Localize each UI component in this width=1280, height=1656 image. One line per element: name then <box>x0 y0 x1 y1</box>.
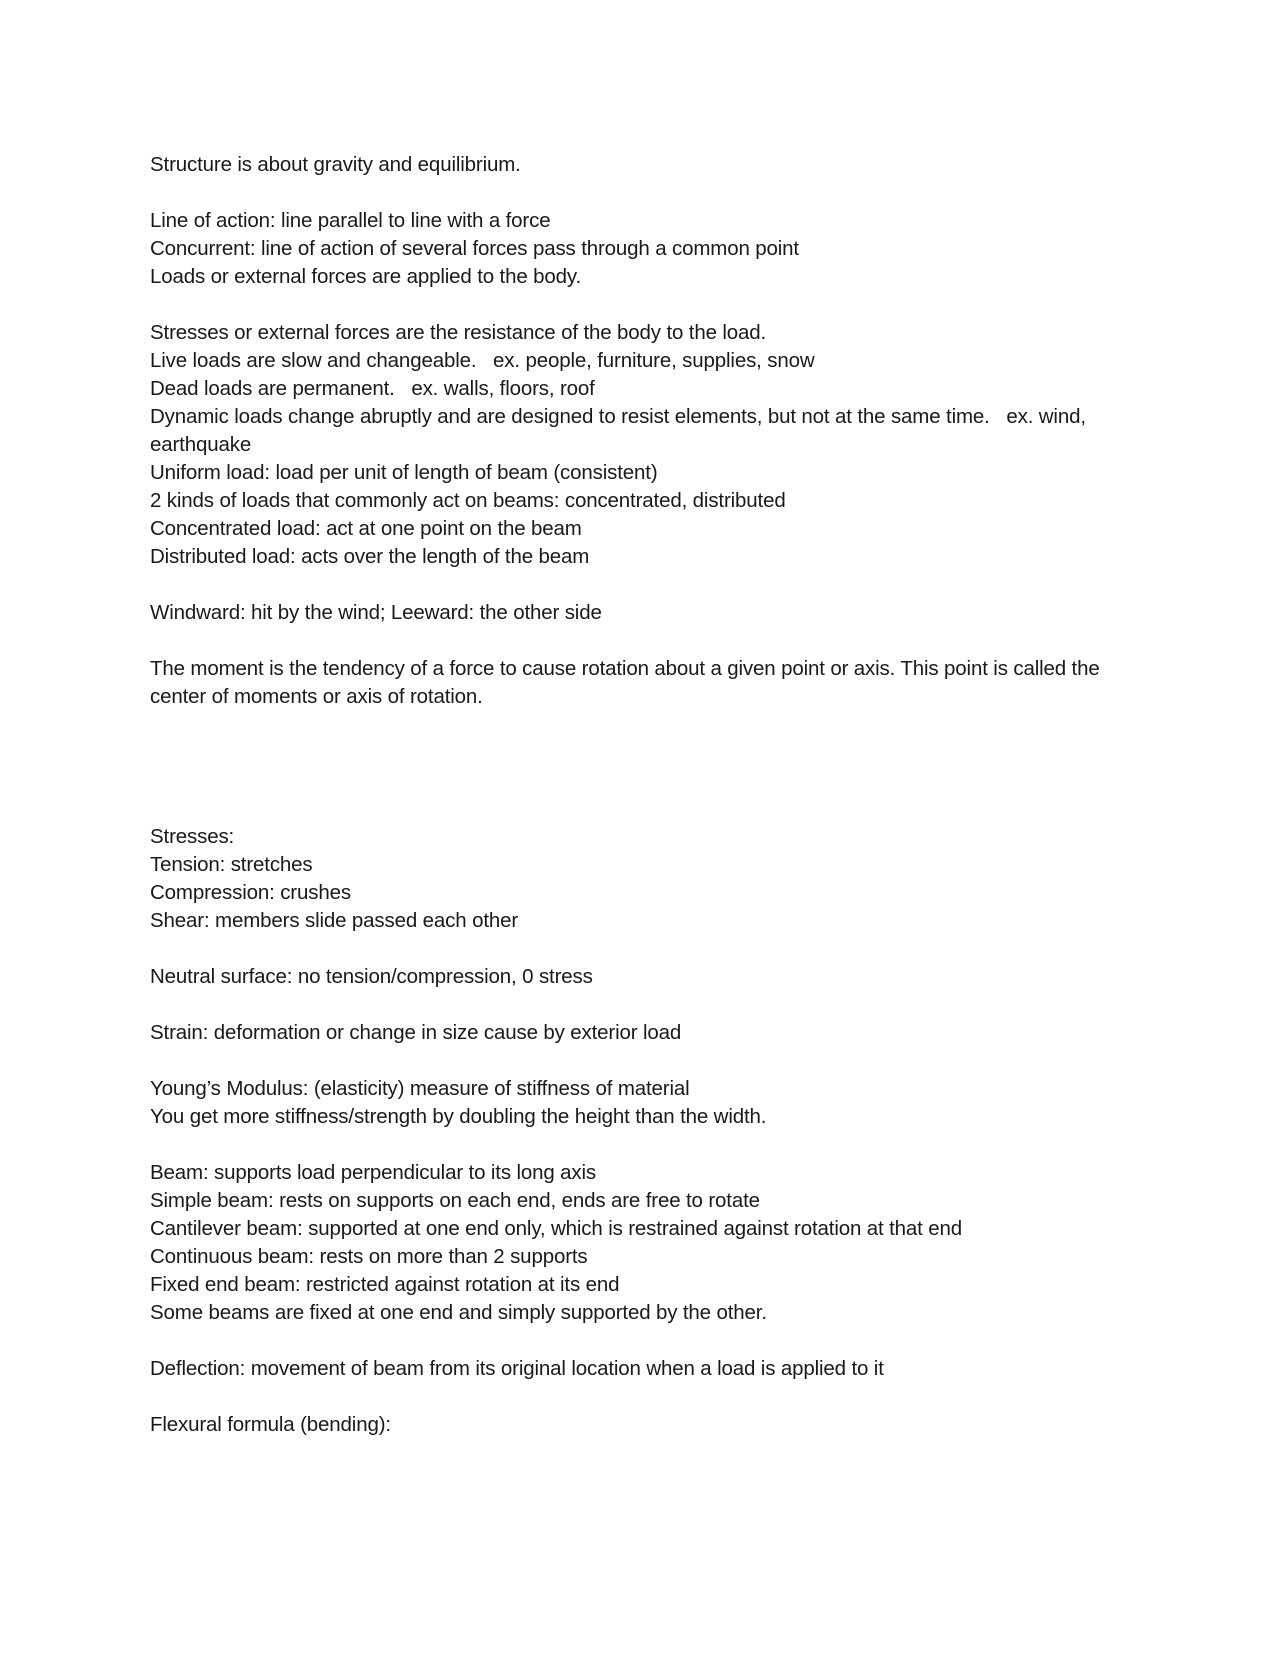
text-line: Windward: hit by the wind; Leeward: the other side <box>150 601 602 624</box>
text-line: Shear: members slide passed each other <box>150 909 519 932</box>
text-line: Concurrent: line of action of several forces pass through a common point <box>150 237 799 260</box>
blank-line <box>150 1131 1110 1159</box>
section-gap <box>150 711 1110 823</box>
text-line: Dead loads are permanent. ex. walls, floors, roof <box>150 377 595 400</box>
blank-line <box>150 991 1110 1019</box>
text-line: Compression: crushes <box>150 881 351 904</box>
text-line: Dynamic loads change abruptly and are designed to resist elements, but not at the same time. ex. wind, earthquake <box>150 405 1092 456</box>
text-line: Deflection: movement of beam from its original location when a load is applied to it <box>150 1357 884 1380</box>
blank-line <box>150 179 1110 207</box>
blank-line <box>150 1383 1110 1411</box>
text-line: Simple beam: rests on supports on each end, ends are free to rotate <box>150 1189 760 1212</box>
blank-line <box>150 627 1110 655</box>
blank-line <box>150 1047 1110 1075</box>
text-line: Line of action: line parallel to line with a force <box>150 209 551 232</box>
text-line: Beam: supports load perpendicular to its long axis <box>150 1161 597 1184</box>
blank-line <box>150 1327 1110 1355</box>
blank-line <box>150 571 1110 599</box>
text-line: Structure is about gravity and equilibrium. <box>150 153 521 176</box>
text-line: Young’s Modulus: (elasticity) measure of stiffness of material <box>150 1077 690 1100</box>
text-line: Continuous beam: rests on more than 2 supports <box>150 1245 588 1268</box>
text-line: Stresses: <box>150 825 235 848</box>
text-line: Tension: stretches <box>150 853 313 876</box>
text-line: Stresses or external forces are the resistance of the body to the load. <box>150 321 767 344</box>
text-line: Neutral surface: no tension/compression, 0 stress <box>150 965 593 988</box>
blank-line <box>150 935 1110 963</box>
text-line: Strain: deformation or change in size cause by exterior load <box>150 1021 682 1044</box>
text-line: You get more stiffness/strength by doubling the height than the width. <box>150 1105 767 1128</box>
text-line: 2 kinds of loads that commonly act on beams: concentrated, distributed <box>150 489 786 512</box>
text-line: Uniform load: load per unit of length of beam (consistent) <box>150 461 658 484</box>
text-line: Concentrated load: act at one point on the beam <box>150 517 582 540</box>
text-line: Fixed end beam: restricted against rotation at its end <box>150 1273 620 1296</box>
text-line: Some beams are fixed at one end and simply supported by the other. <box>150 1301 767 1324</box>
blank-line <box>150 291 1110 319</box>
text-line: Distributed load: acts over the length of the beam <box>150 545 590 568</box>
text-line: The moment is the tendency of a force to cause rotation about a given point or axis. This point is called the center of moments or axis of rotation. <box>150 657 1106 708</box>
text-line: Flexural formula (bending): <box>150 1413 391 1436</box>
text-line: Cantilever beam: supported at one end only, which is restrained against rotation at that end <box>150 1217 963 1240</box>
text-line: Loads or external forces are applied to the body. <box>150 265 582 288</box>
document-body <box>150 151 1110 1439</box>
text-line: Live loads are slow and changeable. ex. people, furniture, supplies, snow <box>150 349 815 372</box>
